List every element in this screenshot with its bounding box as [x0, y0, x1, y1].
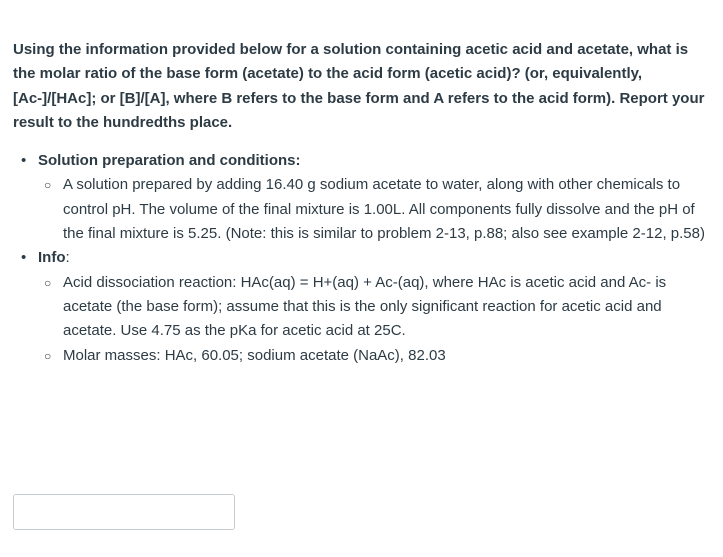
circle-bullet-icon: ○ [44, 178, 52, 193]
question-container [13, 38, 713, 368]
bullet-icon: • [21, 152, 27, 170]
list-item-text: Acid dissociation reaction: HAc(aq) = H+(aq) + Ac-(aq), where HAc is acetic acid and Ac- is acetate (the base form); assume that this is the only significant reaction for acetic acid and acetate. Use 4.75 as the pKa for acetic acid at 25C. [63, 273, 667, 340]
section-items [38, 271, 713, 368]
section-solution-preparation [13, 149, 713, 246]
section-heading: Info [38, 249, 66, 267]
section-heading-suffix: : [65, 249, 70, 267]
section-items [38, 173, 713, 246]
list-item [38, 173, 713, 246]
question-text: Using the information provided below for a solution containing acetic acid and acetate, what is the molar ratio of the base form (acetate) to the acid form (acetic acid)? (or, equivalently, [Ac-]/[HAc]; or [B]/[A], where B refers to the base form and A refers to the acid form). Report your result to the hundredths place. [13, 41, 705, 131]
section-heading: Solution preparation and conditions: [38, 152, 301, 170]
circle-bullet-icon: ○ [44, 275, 52, 290]
list-item [38, 344, 713, 368]
section-info [13, 246, 713, 367]
answer-input[interactable] [13, 494, 235, 530]
info-list [13, 149, 713, 368]
list-item-text: A solution prepared by adding 16.40 g sodium acetate to water, along with other chemicals to control pH. The volume of the final mixture is 1.00L. All components fully dissolve and the pH of the final mixture is 5.25. (Note: this is similar to problem 2-13, p.88; also see example 2-12, p.58) [63, 176, 705, 243]
list-item [38, 271, 713, 344]
circle-bullet-icon: ○ [44, 348, 52, 363]
bullet-icon: • [21, 249, 27, 267]
list-item-text: Molar masses: HAc, 60.05; sodium acetate (NaAc), 82.03 [63, 346, 446, 364]
